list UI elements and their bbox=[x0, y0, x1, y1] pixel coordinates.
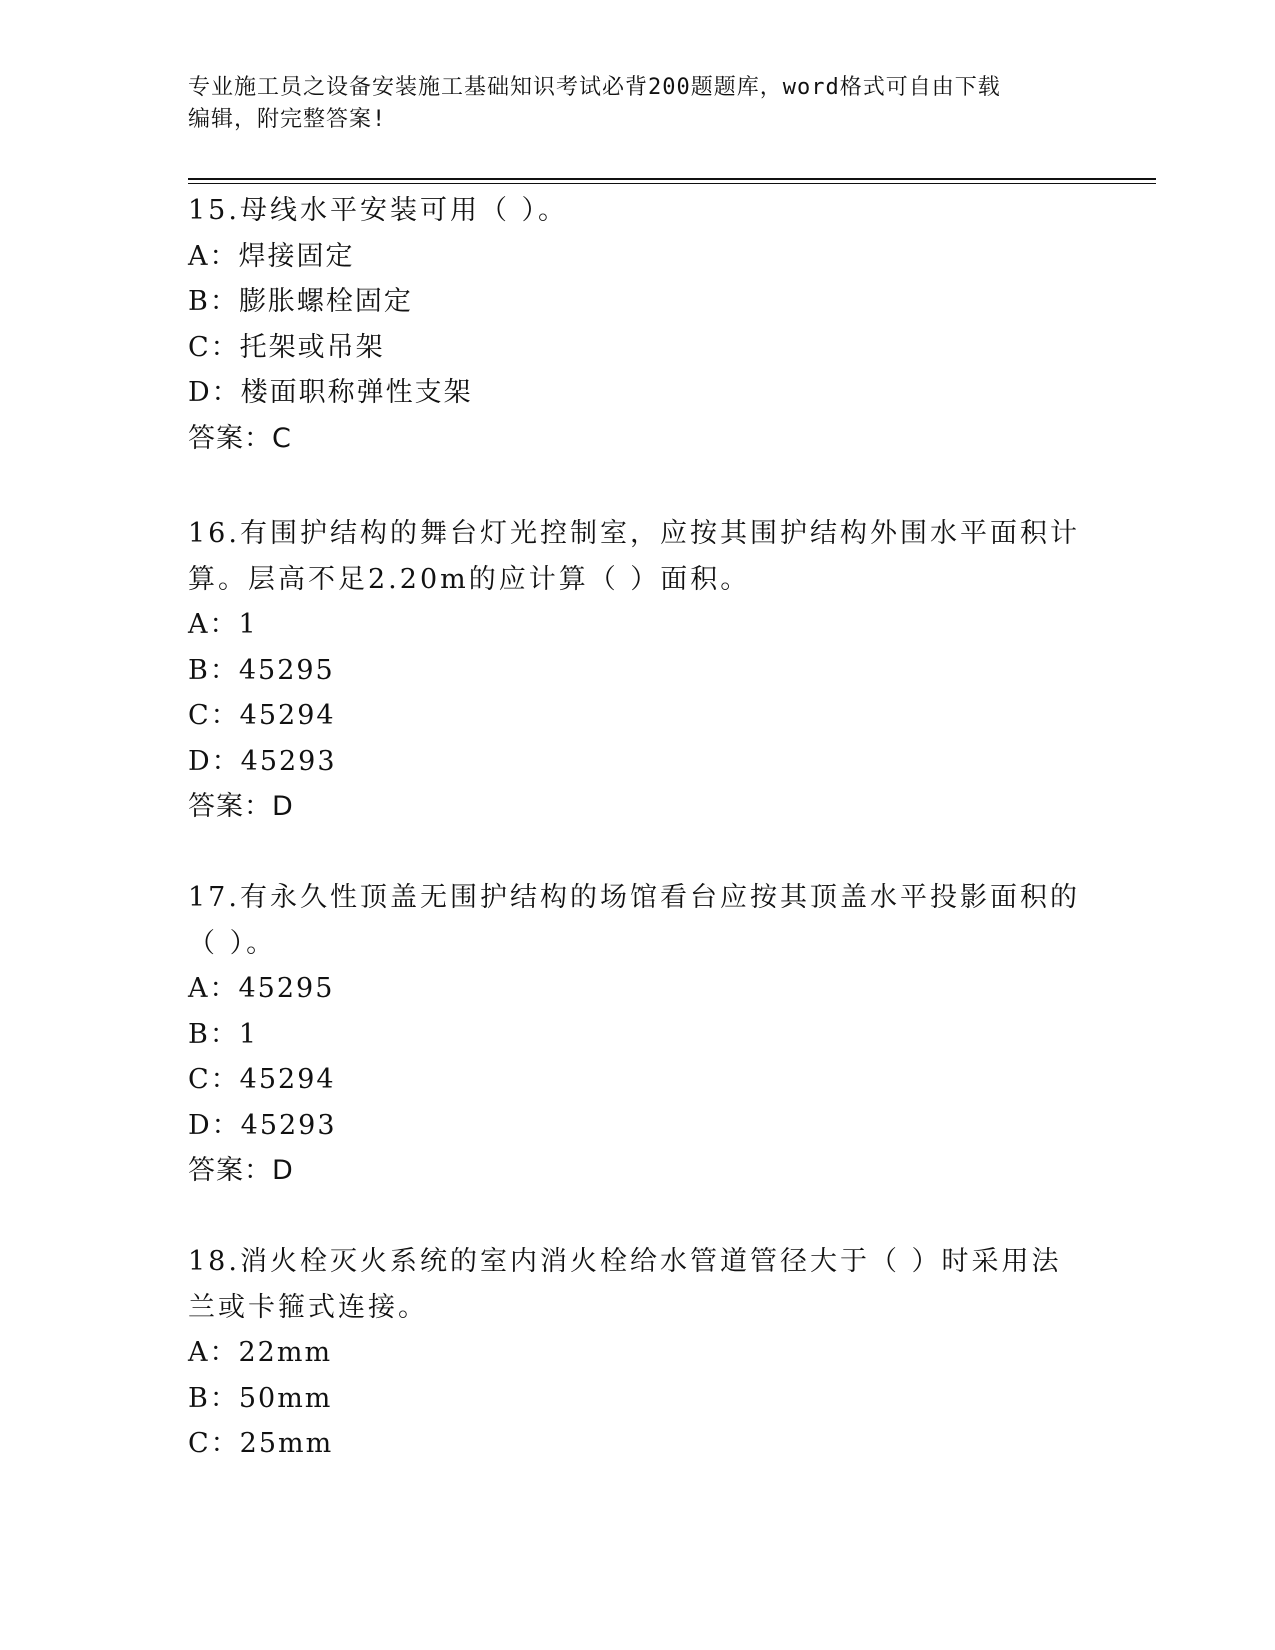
header-divider-thick bbox=[188, 178, 1156, 180]
answer-line: 答案：D bbox=[188, 791, 294, 822]
question-stem: 17.有永久性顶盖无围护结构的场馆看台应按其顶盖水平投影面积的（ ）。 bbox=[188, 882, 1080, 959]
option-c: C：25mm bbox=[188, 1428, 334, 1459]
option-c: C：45294 bbox=[188, 700, 336, 731]
answer-line: 答案：C bbox=[188, 422, 292, 454]
option-a: A：焊接固定 bbox=[188, 240, 355, 272]
option-b: B：1 bbox=[188, 1018, 259, 1050]
option-c: C：45294 bbox=[188, 1064, 336, 1095]
question-stem: 15.母线水平安装可用（ ）。 bbox=[188, 195, 569, 226]
option-a: A：1 bbox=[188, 609, 258, 640]
option-c: C：托架或吊架 bbox=[188, 331, 385, 363]
question-stem: 18.消火栓灭火系统的室内消火栓给水管道管径大于（ ）时采用法兰或卡箍式连接。 bbox=[188, 1246, 1062, 1323]
header-divider-thin bbox=[188, 183, 1156, 184]
option-b: B：膨胀螺栓固定 bbox=[188, 286, 413, 317]
header-title-line-2: 编辑，附完整答案! bbox=[188, 107, 387, 132]
option-d: D：45293 bbox=[188, 745, 337, 777]
question-stem: 16.有围护结构的舞台灯光控制室，应按其围护结构外围水平面积计算。层高不足2.20m的应计算（ ）面积。 bbox=[188, 518, 1080, 595]
question-block bbox=[188, 511, 1088, 830]
answer-line: 答案：D bbox=[188, 1155, 294, 1186]
option-a: A：45295 bbox=[188, 973, 335, 1004]
option-a: A：22mm bbox=[188, 1337, 333, 1368]
document-header bbox=[188, 72, 1088, 136]
question-block bbox=[188, 188, 1088, 461]
header-title-line-1: 专业施工员之设备安装施工基础知识考试必背200题题库，word格式可自由下载 bbox=[188, 75, 1001, 100]
option-b: B：50mm bbox=[188, 1382, 333, 1414]
question-block bbox=[188, 875, 1088, 1194]
option-b: B：45295 bbox=[188, 654, 335, 686]
option-d: D：45293 bbox=[188, 1109, 337, 1141]
question-block bbox=[188, 1239, 1088, 1467]
option-d: D：楼面职称弹性支架 bbox=[188, 377, 473, 408]
